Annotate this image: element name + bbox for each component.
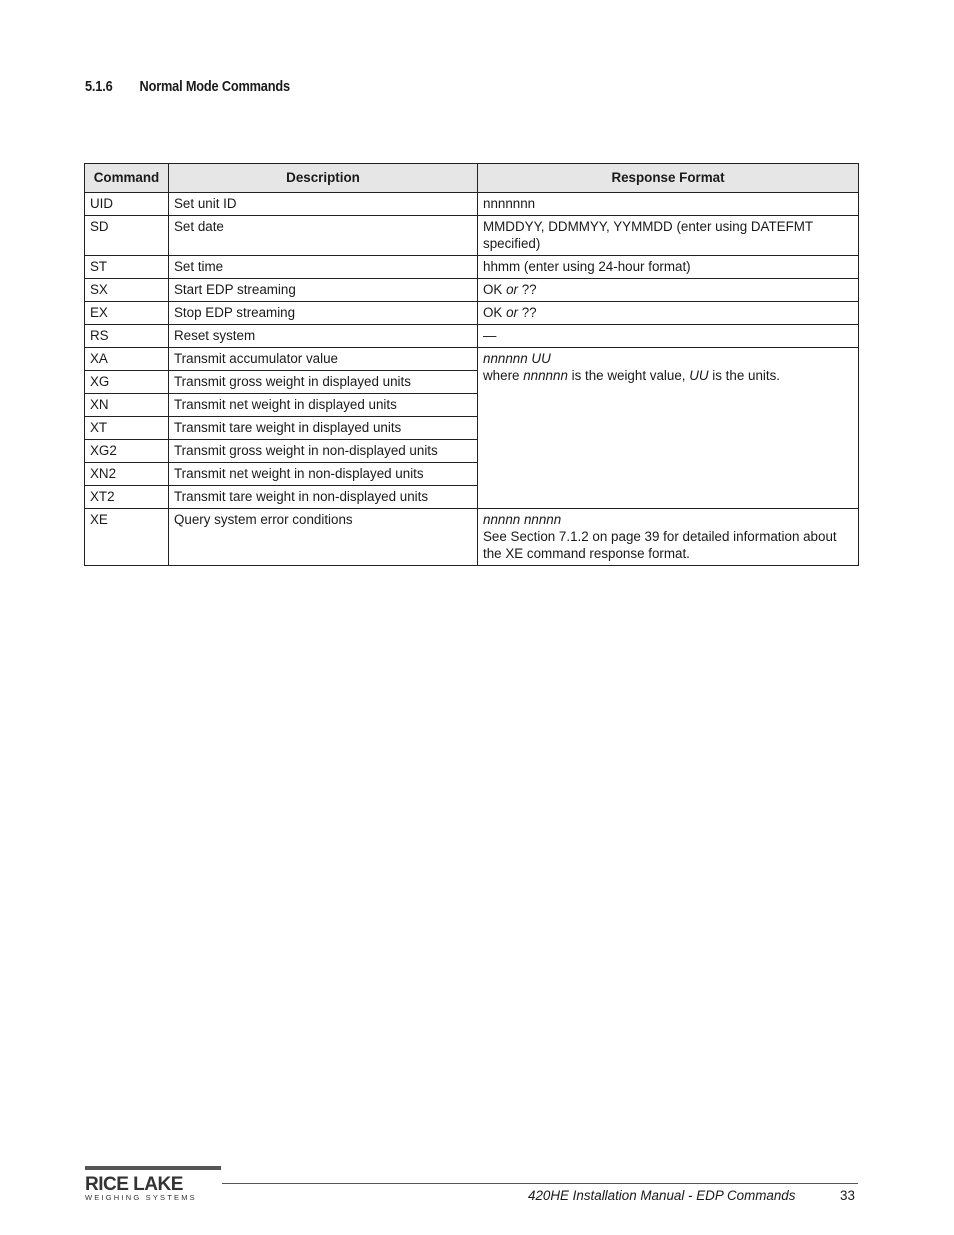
section-number: 5.1.6 <box>85 79 113 95</box>
explanation-var: UU <box>689 368 709 383</box>
description-cell: Set time <box>169 256 478 279</box>
explanation-var: nnnnnn <box>523 368 568 383</box>
description-cell: Stop EDP streaming <box>169 302 478 325</box>
error-response-cell <box>478 509 859 566</box>
command-cell: XA <box>85 348 169 371</box>
table-row <box>85 256 859 279</box>
description-cell: Transmit net weight in displayed units <box>169 394 478 417</box>
command-cell: XT2 <box>85 486 169 509</box>
description-cell: Transmit gross weight in displayed units <box>169 371 478 394</box>
table-row <box>85 193 859 216</box>
weight-response-explanation <box>483 367 853 384</box>
error-response-explanation: See Section 7.1.2 on page 39 for detailed information about the XE command response format. <box>483 529 837 561</box>
response-text: ?? <box>518 282 537 297</box>
explanation-text: where <box>483 368 524 383</box>
description-cell: Transmit accumulator value <box>169 348 478 371</box>
response-cell: nnnnnnn <box>478 193 859 216</box>
logo-wordmark: RICE LAKE <box>85 1174 183 1195</box>
command-cell: XG2 <box>85 440 169 463</box>
column-header-description: Description <box>169 164 478 193</box>
commands-table <box>84 163 859 566</box>
command-cell: XN2 <box>85 463 169 486</box>
column-header-command: Command <box>85 164 169 193</box>
command-cell: XE <box>85 509 169 566</box>
table-row <box>85 509 859 566</box>
description-cell: Set date <box>169 216 478 256</box>
description-cell: Start EDP streaming <box>169 279 478 302</box>
description-cell: Transmit tare weight in non-displayed units <box>169 486 478 509</box>
table-header-row <box>85 164 859 193</box>
response-cell <box>478 302 859 325</box>
response-or: or <box>506 305 518 320</box>
section-heading <box>85 79 290 95</box>
command-cell: RS <box>85 325 169 348</box>
command-cell: ST <box>85 256 169 279</box>
explanation-text: is the units. <box>708 368 781 383</box>
footer-rule <box>222 1183 858 1184</box>
logo-tagline: WEIGHING SYSTEMS <box>85 1193 197 1202</box>
command-cell: SD <box>85 216 169 256</box>
command-cell: SX <box>85 279 169 302</box>
response-text: OK <box>483 305 507 320</box>
description-cell: Transmit tare weight in displayed units <box>169 417 478 440</box>
weight-response-format: nnnnnn UU <box>483 351 551 366</box>
table-row <box>85 216 859 256</box>
command-cell: XG <box>85 371 169 394</box>
response-cell: — <box>478 325 859 348</box>
table-row <box>85 302 859 325</box>
response-cell: MMDDYY, DDMMYY, YYMMDD (enter using DATEFMT specified) <box>478 216 859 256</box>
response-cell <box>478 279 859 302</box>
section-title: Normal Mode Commands <box>139 79 290 95</box>
description-cell: Transmit gross weight in non-displayed units <box>169 440 478 463</box>
description-cell: Reset system <box>169 325 478 348</box>
command-cell: XT <box>85 417 169 440</box>
column-header-response: Response Format <box>478 164 859 193</box>
table-row <box>85 279 859 302</box>
table-row <box>85 325 859 348</box>
response-cell: hhmm (enter using 24-hour format) <box>478 256 859 279</box>
rice-lake-logo <box>85 1166 225 1202</box>
rice-lake-logo-graphic <box>85 1166 225 1202</box>
weight-response-cell <box>478 348 859 509</box>
command-cell: EX <box>85 302 169 325</box>
footer-title: 420HE Installation Manual - EDP Commands <box>528 1188 796 1203</box>
explanation-text: is the weight value, <box>567 368 690 383</box>
page-number: 33 <box>840 1188 855 1203</box>
response-or: or <box>506 282 518 297</box>
description-cell: Transmit net weight in non-displayed units <box>169 463 478 486</box>
error-response-format: nnnnn nnnnn <box>483 512 562 527</box>
description-cell: Query system error conditions <box>169 509 478 566</box>
response-text: OK <box>483 282 507 297</box>
response-text: ?? <box>518 305 537 320</box>
command-cell: UID <box>85 193 169 216</box>
command-cell: XN <box>85 394 169 417</box>
table-row <box>85 348 859 371</box>
description-cell: Set unit ID <box>169 193 478 216</box>
